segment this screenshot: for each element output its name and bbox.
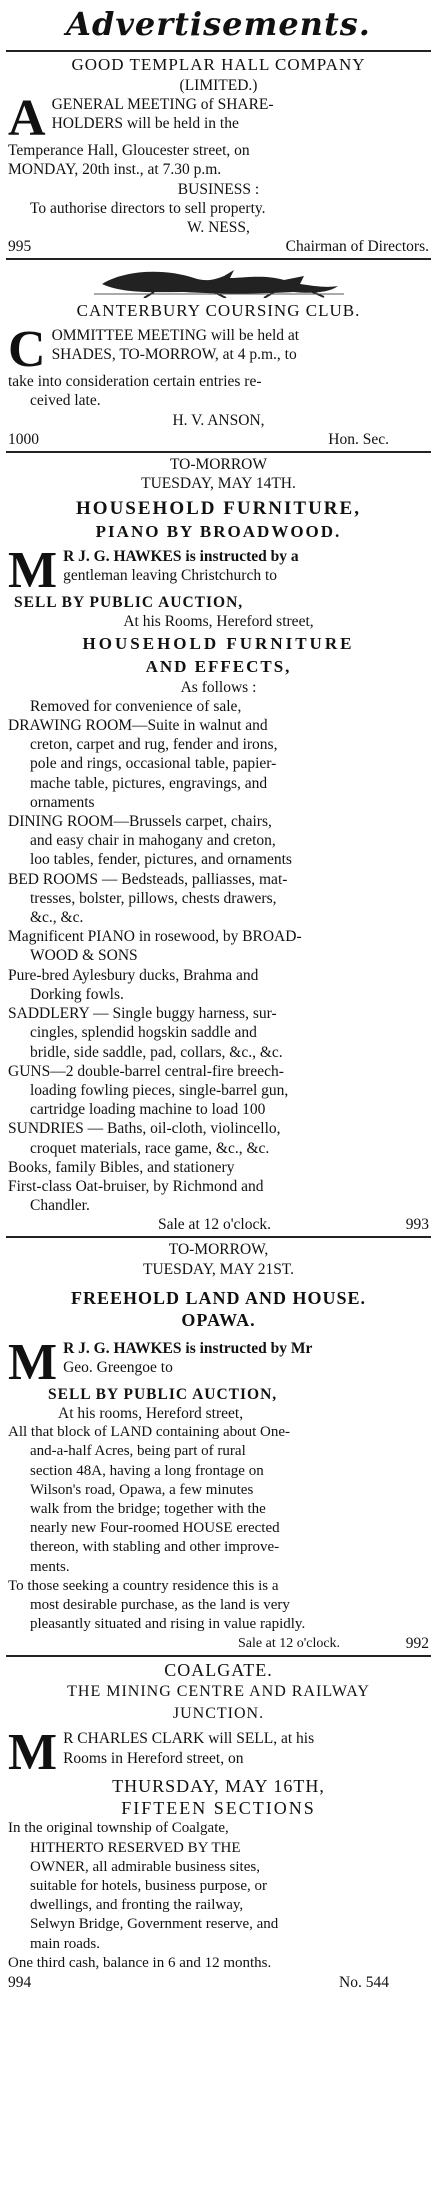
text-line: Selwyn Bridge, Government reserve, and	[30, 1916, 279, 1933]
item-line: SADDLERY — Single buggy harness, sur-	[8, 1005, 277, 1023]
business-label: BUSINESS :	[177, 180, 260, 198]
ad-subtitle: (LIMITED.)	[179, 77, 258, 94]
drop-cap: C	[8, 321, 46, 379]
ad-title: GOOD TEMPLAR HALL COMPANY	[71, 55, 366, 74]
ad-subtitle: THE MINING CENTRE AND RAILWAY	[67, 1683, 370, 1701]
text-line: OWNER, all admirable business sites,	[30, 1858, 260, 1875]
ad-subtitle: PIANO BY BROADWOOD.	[95, 522, 342, 542]
item-line: tresses, bolster, pillows, chests drawers,	[30, 889, 277, 907]
sale-time: Sale at 12 o'clock.	[158, 1216, 271, 1234]
sale-time: Sale at 12 o'clock.	[238, 1636, 341, 1652]
signatory: W. NESS,	[187, 219, 250, 237]
item-line: pole and rings, occasional table, papier-	[30, 755, 277, 773]
heading: HOUSEHOLD FURNITURE	[82, 633, 355, 653]
item-line: Books, family Bibles, and stationery	[8, 1158, 235, 1176]
text-line: SHADES, TO-MORROW, at 4 p.m., to	[51, 346, 297, 364]
advertisements-page	[6, 0, 431, 2204]
item-line: DRAWING ROOM—Suite in walnut and	[8, 717, 268, 735]
removed-line: Removed for convenience of sale,	[30, 697, 242, 715]
divider	[6, 50, 431, 52]
text-line: Geo. Greengoe to	[63, 1358, 173, 1376]
ad-intro	[8, 1724, 429, 1782]
text-line: main roads.	[30, 1935, 100, 1952]
text-line: All that block of LAND containing about One-	[8, 1424, 291, 1441]
ad-title: COALGATE.	[164, 1660, 273, 1681]
ad-footer	[8, 1634, 429, 1653]
heading: FIFTEEN SECTIONS	[121, 1798, 316, 1819]
ad-body	[8, 90, 429, 179]
item-list	[8, 716, 429, 1215]
text-line: R J. G. HAWKES is instructed by Mr	[63, 1339, 313, 1357]
item-line: loo tables, fender, pictures, and ornaments	[30, 851, 292, 869]
text-line: walk from the bridge; together with the	[30, 1500, 266, 1517]
ad-footer	[8, 237, 429, 256]
signatory-title: Hon. Sec.	[328, 430, 389, 448]
business-text: To authorise directors to sell property.	[30, 199, 266, 217]
text-line: GENERAL MEETING of SHARE-	[51, 96, 274, 114]
divider	[6, 1236, 431, 1238]
item-line: cartridge loading machine to load 100	[30, 1101, 266, 1119]
rooms-line: At his rooms, Hereford street,	[58, 1404, 244, 1422]
ad-date: TUESDAY, MAY 14TH.	[141, 475, 296, 493]
item-line: creton, carpet and rug, fender and irons,	[30, 736, 278, 754]
drop-cap: A	[8, 90, 46, 148]
ad-intro	[8, 1333, 429, 1391]
item-line: GUNS—2 double-barrel central-fire breech-	[8, 1062, 284, 1080]
ad-when: TO-MORROW,	[168, 1241, 269, 1259]
ad-date: TUESDAY, MAY 21ST.	[142, 1260, 295, 1278]
rooms-line: At his Rooms, Hereford street,	[123, 613, 314, 631]
item-line: &c., &c.	[30, 909, 84, 927]
item-line: bridle, side saddle, pad, collars, &c., &c.	[30, 1043, 283, 1061]
ad-body	[8, 1819, 429, 1973]
text-line: ments.	[30, 1558, 70, 1575]
text-line: section 48A, having a long frontage on	[30, 1462, 264, 1479]
item-line: cingles, splendid hogskin saddle and	[30, 1024, 257, 1042]
heading: AND EFFECTS,	[145, 656, 292, 676]
ad-ref: 1000	[8, 430, 39, 448]
item-line: Dorking fowls.	[30, 985, 124, 1003]
drop-cap: M	[8, 542, 58, 600]
text-line: and-a-half Acres, being part of rural	[30, 1443, 246, 1460]
ad-ref: 994	[8, 1974, 32, 1991]
text-line: thereon, with stabling and other improve-	[30, 1539, 280, 1556]
divider	[6, 1655, 431, 1657]
signatory: H. V. ANSON,	[172, 411, 265, 429]
text-line: take into consideration certain entries re-	[8, 373, 262, 391]
greyhound-hare-icon	[94, 264, 344, 298]
item-line: Pure-bred Aylesbury ducks, Brahma and	[8, 966, 259, 984]
ad-title: HOUSEHOLD FURNITURE,	[76, 498, 361, 520]
ad-ref: 992	[405, 1635, 429, 1653]
text-line: MONDAY, 20th inst., at 7.30 p.m.	[8, 161, 222, 179]
auction-line: SELL BY PUBLIC AUCTION,	[48, 1385, 278, 1403]
ad-footer	[8, 430, 429, 449]
ad-subtitle: JUNCTION.	[172, 1705, 265, 1723]
item-line: First-class Oat-bruiser, by Richmond and	[8, 1177, 264, 1195]
text-line: Wilson's road, Opawa, a few minutes	[30, 1481, 254, 1498]
text-line: HITHERTO RESERVED BY THE	[30, 1839, 241, 1856]
drop-cap: M	[8, 1333, 58, 1391]
ad-body	[8, 1423, 429, 1634]
divider	[6, 258, 431, 260]
text-line: Rooms in Hereford street, on	[63, 1749, 244, 1767]
auction-line: SELL BY PUBLIC AUCTION,	[14, 594, 244, 612]
text-line: In the original township of Coalgate,	[8, 1820, 229, 1837]
ad-title: CANTERBURY COURSING CLUB.	[76, 301, 361, 321]
item-line: DINING ROOM—Brussels carpet, chairs,	[8, 813, 272, 831]
text-line: ceived late.	[30, 392, 101, 410]
ad-title: FREEHOLD LAND AND HOUSE.	[70, 1287, 367, 1308]
text-line: dwellings, and fronting the railway,	[30, 1897, 244, 1914]
item-line: and easy chair in mahogany and creton,	[30, 832, 276, 850]
item-line: BED ROOMS — Bedsteads, palliasses, mat-	[8, 870, 288, 888]
sale-date: THURSDAY, MAY 16TH,	[112, 1776, 325, 1797]
item-line: mache table, pictures, engravings, and	[30, 774, 268, 792]
text-line: R CHARLES CLARK will SELL, at his	[63, 1730, 315, 1748]
item-line: SUNDRIES — Baths, oil-cloth, violincello,	[8, 1120, 281, 1138]
ad-footer	[8, 1215, 429, 1234]
ad-household-furniture	[6, 455, 431, 1235]
item-line: WOOD & SONS	[30, 947, 138, 965]
divider	[6, 451, 431, 453]
text-line: OMMITTEE MEETING will be held at	[51, 327, 300, 345]
ad-subtitle: OPAWA.	[181, 1309, 256, 1330]
ad-good-templar	[6, 54, 431, 256]
text-line: To those seeking a country residence this is a	[8, 1577, 279, 1594]
ad-when: TO-MORROW	[169, 455, 268, 473]
drop-cap: M	[8, 1724, 58, 1782]
text-line: pleasantly situated and rising in value rapidly.	[30, 1616, 306, 1633]
item-line: Magnificent PIANO in rosewood, by BROAD-	[8, 928, 302, 946]
text-line: R J. G. HAWKES is instructed by a	[63, 548, 299, 566]
ad-ref: 995	[8, 238, 32, 256]
signatory-title: Chairman of Directors.	[285, 238, 429, 256]
item-line: croquet materials, race game, &c., &c.	[30, 1139, 270, 1157]
text-line: gentleman leaving Christchurch to	[63, 567, 278, 585]
ad-freehold-land	[6, 1240, 431, 1653]
as-follows: As follows :	[180, 678, 257, 696]
ad-ref: 993	[405, 1216, 429, 1234]
text-line: One third cash, balance in 6 and 12 months.	[8, 1954, 272, 1971]
lot-number: No. 544	[339, 1974, 389, 1991]
text-line: Temperance Hall, Gloucester street, on	[8, 142, 250, 160]
ad-coursing-club	[6, 264, 431, 449]
item-line: ornaments	[30, 793, 95, 811]
ad-footer	[8, 1973, 429, 1992]
masthead: Advertisements.	[66, 5, 371, 43]
item-line: loading fowling pieces, single-barrel gun,	[30, 1081, 289, 1099]
text-line: most desirable purchase, as the land is very	[30, 1596, 290, 1613]
ad-coalgate	[6, 1659, 431, 1992]
ad-intro	[8, 542, 429, 600]
text-line: nearly new Four-roomed HOUSE erected	[30, 1520, 280, 1537]
ad-body	[8, 321, 429, 410]
text-line: HOLDERS will be held in the	[51, 115, 239, 133]
text-line: suitable for hotels, business purpose, or	[30, 1877, 268, 1894]
item-line: Chandler.	[30, 1197, 90, 1215]
